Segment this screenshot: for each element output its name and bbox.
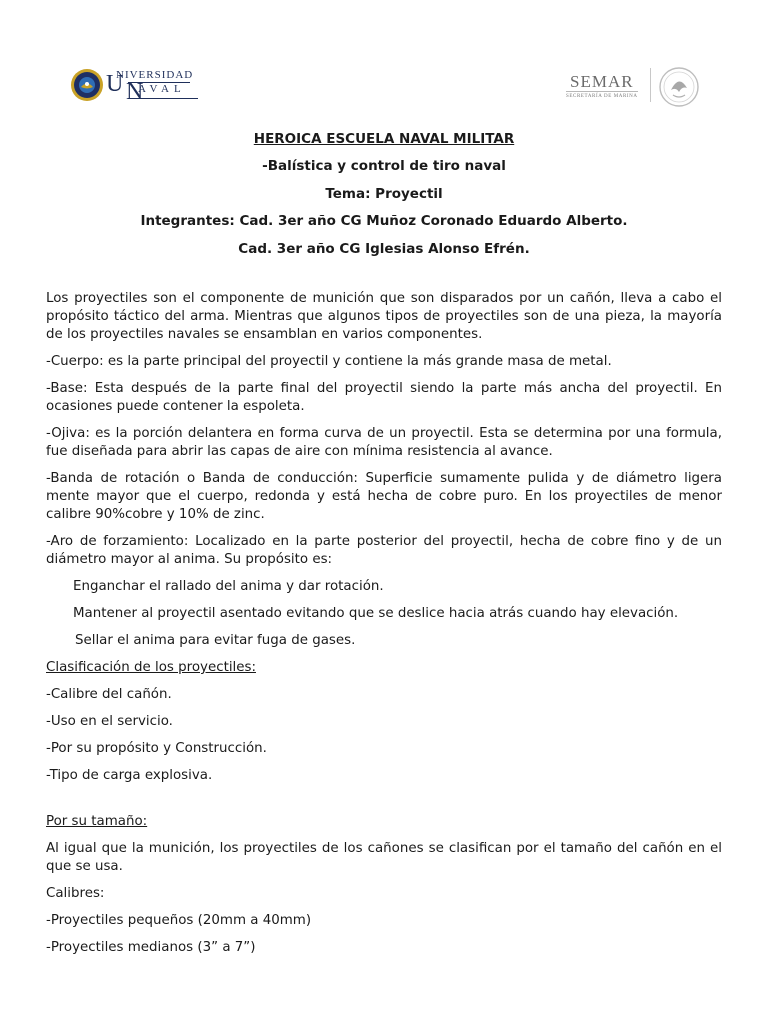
calibre-item: -Proyectiles medianos (3” a 7”) bbox=[46, 940, 256, 955]
semar-subtitle: SECRETARÍA DE MARINA bbox=[566, 94, 638, 99]
school-title bbox=[0, 126, 768, 153]
semar-logo bbox=[562, 64, 712, 110]
semar-divider bbox=[650, 68, 651, 102]
logo-letter-u: U bbox=[106, 71, 124, 97]
classification-heading: Clasificación de los proyectiles: bbox=[46, 660, 256, 675]
ojiva-paragraph: -Ojiva: es la porción delantera en forma curva de un proyectil. Esta se determina por una formula, fue diseñada para abrir las capas de aire con mínima resistencia al avance. bbox=[46, 426, 722, 459]
size-intro-paragraph: Al igual que la munición, los proyectiles de los cañones se clasifican por el tamaño del cañón en el que se usa. bbox=[46, 841, 722, 874]
size-heading: Por su tamaño: bbox=[46, 814, 148, 829]
calibre-item: -Proyectiles pequeños (20mm a 40mm) bbox=[46, 913, 312, 928]
universidad-naval-wordmark bbox=[106, 68, 202, 104]
mexican-eagle-icon bbox=[658, 66, 700, 108]
logo-letter-n: N bbox=[126, 79, 144, 105]
logo-text-niversidad: NIVERSIDAD bbox=[116, 69, 194, 81]
intro-paragraph: Los proyectiles son el componente de munición que son disparados por un cañón, lleva a cabo el propósito táctico del arma. Mientras que algunos tipos de proyectiles son de una pieza, la mayoría de los proyectiles navales se ensamblan en varios componentes. bbox=[46, 291, 722, 342]
cuerpo-paragraph: -Cuerpo: es la parte principal del proyectil y contiene la más grande masa de metal. bbox=[46, 354, 612, 369]
classification-item: -Por su propósito y Construcción. bbox=[46, 741, 267, 756]
document-titles bbox=[0, 126, 768, 263]
purpose-item: Enganchar el rallado del anima y dar rotación. bbox=[73, 579, 384, 594]
classification-item: -Uso en el servicio. bbox=[46, 714, 173, 729]
semar-rule bbox=[566, 91, 638, 92]
universidad-naval-logo bbox=[70, 68, 200, 104]
spacer bbox=[46, 794, 722, 813]
logo-text-aval: AVAL bbox=[138, 83, 186, 95]
purpose-item: Sellar el anima para evitar fuga de gases. bbox=[75, 633, 356, 648]
aro-paragraph: -Aro de forzamiento: Localizado en la parte posterior del proyectil, hecha de cobre fino y de un diámetro mayor al anima. Su propósito es: bbox=[46, 534, 722, 567]
semar-wordmark: SEMAR bbox=[570, 72, 634, 91]
logo-rule-bottom bbox=[128, 98, 198, 99]
topic-title: Tema: Proyectil bbox=[325, 185, 443, 202]
naval-seal-icon bbox=[70, 68, 104, 102]
purpose-item: Mantener al proyectil asentado evitando que se deslice hacia atrás cuando hay elevación. bbox=[73, 606, 679, 621]
school-title-text: HEROICA ESCUELA NAVAL MILITAR bbox=[253, 131, 515, 147]
members-title: Integrantes: Cad. 3er año CG Muñoz Coronado Eduardo Alberto. bbox=[140, 213, 628, 230]
base-paragraph: -Base: Esta después de la parte final del proyectil siendo la parte más ancha del proyectil. En ocasiones puede contener la espoleta. bbox=[46, 381, 722, 414]
document-body bbox=[46, 290, 722, 966]
page-header bbox=[0, 58, 768, 118]
member-second: Cad. 3er año CG Iglesias Alonso Efrén. bbox=[238, 240, 530, 257]
classification-item: -Tipo de carga explosiva. bbox=[46, 768, 213, 783]
banda-paragraph: -Banda de rotación o Banda de conducción: Superficie sumamente pulida y de diámetro ligera mente mayor que el cuerpo, redonda y está hecha de cobre puro. En los proyectiles de menor calibre 90%cobre y 10% de zinc. bbox=[46, 471, 722, 522]
calibres-label: Calibres: bbox=[46, 886, 105, 901]
subject-title: -Balística y control de tiro naval bbox=[262, 158, 506, 175]
classification-item: -Calibre del cañón. bbox=[46, 687, 172, 702]
